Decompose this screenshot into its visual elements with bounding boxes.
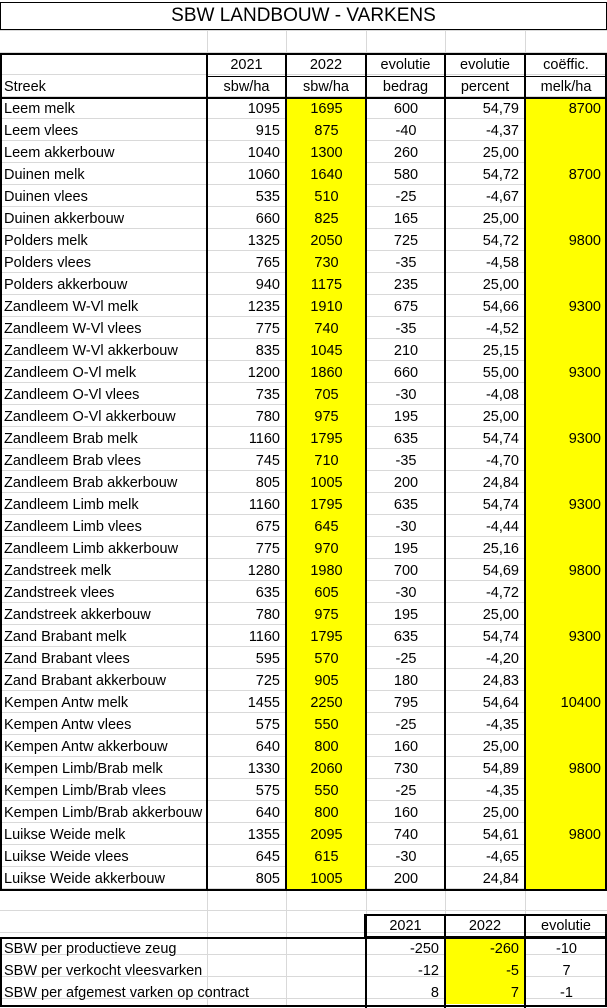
table-cell[interactable]: 210 [393, 343, 419, 359]
region-label[interactable]: Duinen melk [4, 167, 85, 183]
header-cell: bedrag [382, 79, 429, 95]
column-divider [444, 53, 446, 890]
table-cell[interactable]: 1060 [247, 167, 280, 183]
table-cell[interactable]: 9800 [526, 758, 607, 780]
table-cell[interactable]: 1005 [287, 868, 366, 890]
table-cell[interactable]: 180 [393, 673, 419, 689]
region-label[interactable]: Leem melk [4, 101, 75, 117]
table-cell[interactable]: 1005 [287, 472, 366, 494]
table-cell[interactable]: 780 [255, 409, 280, 425]
table-cell[interactable]: 1980 [287, 560, 366, 582]
region-label[interactable]: Kempen Antw akkerbouw [4, 739, 168, 755]
table-cell[interactable]: 54,74 [482, 431, 519, 447]
table-cell[interactable]: 1640 [287, 164, 366, 186]
table-cell[interactable]: 600 [393, 101, 419, 117]
summary-header-cell: evolutie [541, 918, 591, 934]
header-cell: evolutie [460, 57, 510, 73]
table-cell[interactable]: -40 [395, 123, 417, 139]
region-label[interactable]: Zandleem Limb akkerbouw [4, 541, 179, 557]
table-cell[interactable]: 915 [255, 123, 280, 139]
region-label[interactable]: Kempen Antw vlees [4, 717, 132, 733]
region-label[interactable]: Kempen Limb/Brab akkerbouw [4, 805, 203, 821]
table-cell[interactable]: 54,74 [482, 629, 519, 645]
table-cell[interactable]: -4,35 [485, 717, 519, 733]
table-cell[interactable]: 775 [255, 541, 280, 557]
table-cell[interactable]: 640 [255, 805, 280, 821]
table-cell[interactable]: 510 [287, 186, 366, 208]
summary-cell[interactable]: -12 [418, 963, 439, 979]
table-cell[interactable]: 9300 [526, 362, 607, 384]
table-cell[interactable]: 24,83 [482, 673, 519, 689]
page-title: SBW LANDBOUW - VARKENS [0, 2, 607, 30]
table-cell[interactable]: 8700 [526, 98, 607, 120]
table-cell[interactable]: -4,52 [485, 321, 519, 337]
region-label[interactable]: Polders akkerbouw [4, 277, 128, 293]
table-cell[interactable]: 8700 [526, 164, 607, 186]
table-cell[interactable]: 645 [255, 849, 280, 865]
region-label[interactable]: Zandleem Limb vlees [4, 519, 142, 535]
table-cell[interactable]: 2095 [287, 824, 366, 846]
summary-cell[interactable]: 7 [562, 963, 571, 979]
summary-column-divider [524, 914, 526, 1008]
header-cell: 2021 [230, 57, 263, 73]
table-cell[interactable]: 1355 [247, 827, 280, 843]
table-cell[interactable]: 780 [255, 607, 280, 623]
table-cell[interactable]: 24,84 [482, 475, 519, 491]
table-cell[interactable]: -4,70 [485, 453, 519, 469]
table-cell[interactable]: 9300 [526, 494, 607, 516]
column-divider [206, 53, 208, 890]
table-cell[interactable]: 740 [287, 318, 366, 340]
table-cell[interactable]: 825 [287, 208, 366, 230]
region-label[interactable]: Duinen akkerbouw [4, 211, 125, 227]
region-label[interactable]: Luikse Weide vlees [4, 849, 129, 865]
table-cell[interactable]: 700 [393, 563, 419, 579]
summary-label[interactable]: SBW per productieve zeug [4, 941, 177, 957]
table-cell[interactable]: 975 [287, 604, 366, 626]
table-cell[interactable]: -4,72 [485, 585, 519, 601]
table-cell[interactable]: 805 [255, 871, 280, 887]
summary-column-divider [365, 914, 367, 1008]
table-cell[interactable]: 25,00 [482, 607, 519, 623]
region-label[interactable]: Zandleem W-Vl melk [4, 299, 139, 315]
region-label[interactable]: Duinen vlees [4, 189, 88, 205]
header-cell: coëffic. [543, 57, 589, 73]
summary-header-cell: 2021 [389, 918, 422, 934]
table-cell[interactable]: 940 [255, 277, 280, 293]
summary-cell[interactable]: -260 [446, 938, 525, 960]
column-divider [524, 53, 526, 890]
table-cell[interactable]: 9300 [526, 296, 607, 318]
table-cell[interactable]: 550 [287, 714, 366, 736]
table-cell[interactable]: 200 [393, 871, 419, 887]
table-cell[interactable]: 54,69 [482, 563, 519, 579]
table-cell[interactable]: 1280 [247, 563, 280, 579]
region-label[interactable]: Kempen Antw melk [4, 695, 129, 711]
gridline [0, 30, 607, 31]
header-cell: Streek [4, 79, 46, 95]
header-cell: evolutie [380, 57, 431, 73]
table-cell[interactable]: 165 [393, 211, 419, 227]
table-cell[interactable]: 1040 [247, 145, 280, 161]
table-cell[interactable]: 660 [255, 211, 280, 227]
table-cell[interactable]: 635 [393, 497, 419, 513]
summary-label[interactable]: SBW per verkocht vleesvarken [4, 963, 203, 979]
table-cell[interactable]: 705 [287, 384, 366, 406]
table-cell[interactable]: 1160 [248, 431, 280, 447]
table-cell[interactable]: 25,00 [482, 409, 519, 425]
summary-label[interactable]: SBW per afgemest varken op contract [4, 985, 249, 1001]
table-cell[interactable]: 1095 [247, 101, 280, 117]
table-cell[interactable]: -4,35 [485, 783, 519, 799]
table-cell[interactable]: 725 [255, 673, 280, 689]
table-cell[interactable]: -4,44 [485, 519, 519, 535]
table-cell[interactable]: 54,72 [482, 233, 519, 249]
table-cell[interactable]: -4,20 [485, 651, 519, 667]
table-cell[interactable]: 55,00 [482, 365, 519, 381]
table-cell[interactable]: -4,58 [485, 255, 519, 271]
region-label[interactable]: Zand Brabant akkerbouw [4, 673, 167, 689]
region-label[interactable]: Zandleem W-Vl akkerbouw [4, 343, 178, 359]
summary-cell[interactable]: 7 [446, 982, 525, 1004]
column-divider [365, 53, 367, 890]
table-cell[interactable]: 580 [393, 167, 419, 183]
table-cell[interactable]: 25,16 [482, 541, 519, 557]
main-table-border [0, 53, 607, 891]
table-cell[interactable]: -4,08 [485, 387, 519, 403]
table-cell[interactable]: 200 [393, 475, 419, 491]
region-label[interactable]: Zandstreek vlees [4, 585, 115, 601]
table-cell[interactable]: -25 [395, 651, 417, 667]
table-cell[interactable]: -4,67 [485, 189, 519, 205]
table-cell[interactable]: 9800 [526, 560, 607, 582]
region-label[interactable]: Zandleem Brab akkerbouw [4, 475, 178, 491]
summary-cell[interactable]: -10 [556, 941, 577, 957]
header-cell: percent [460, 79, 510, 95]
table-cell[interactable]: 645 [287, 516, 366, 538]
table-cell[interactable]: 10400 [526, 692, 607, 714]
table-cell[interactable]: 1455 [247, 695, 280, 711]
table-cell[interactable]: 550 [287, 780, 366, 802]
table-cell[interactable]: 1045 [287, 340, 366, 362]
table-cell[interactable]: 1300 [287, 142, 366, 164]
summary-cell[interactable]: -5 [446, 960, 525, 982]
table-cell[interactable]: 195 [393, 541, 419, 557]
summary-cell[interactable]: 8 [430, 985, 439, 1001]
table-cell[interactable]: 9800 [526, 824, 607, 846]
region-label[interactable]: Polders vlees [4, 255, 92, 271]
region-label[interactable]: Kempen Limb/Brab vlees [4, 783, 166, 799]
table-cell[interactable]: 730 [393, 761, 419, 777]
region-label[interactable]: Leem akkerbouw [4, 145, 115, 161]
header-cell: sbw/ha [303, 79, 349, 95]
table-cell[interactable]: -35 [395, 255, 417, 271]
table-cell[interactable]: 195 [393, 409, 419, 425]
table-cell[interactable]: 740 [393, 827, 419, 843]
table-cell[interactable]: 660 [393, 365, 419, 381]
region-label[interactable]: Zandleem Limb melk [4, 497, 139, 513]
table-cell[interactable]: 260 [393, 145, 419, 161]
table-cell[interactable]: -35 [395, 453, 417, 469]
table-cell[interactable]: 775 [255, 321, 280, 337]
summary-table-border [0, 937, 607, 1007]
table-cell[interactable]: -25 [395, 717, 417, 733]
table-cell[interactable]: -25 [395, 189, 417, 205]
table-cell[interactable]: 835 [255, 343, 280, 359]
region-label[interactable]: Kempen Limb/Brab melk [4, 761, 163, 777]
table-cell[interactable]: 710 [287, 450, 366, 472]
table-cell[interactable]: 795 [393, 695, 419, 711]
summary-cell[interactable]: -1 [560, 985, 573, 1001]
region-label[interactable]: Zandleem O-Vl akkerbouw [4, 409, 176, 425]
header-cell: sbw/ha [223, 79, 270, 95]
table-cell[interactable]: 1200 [247, 365, 280, 381]
table-cell[interactable]: 1795 [287, 428, 366, 450]
region-label[interactable]: Zandleem W-Vl vlees [4, 321, 142, 337]
table-cell[interactable]: 25,00 [482, 145, 519, 161]
table-cell[interactable]: 730 [287, 252, 366, 274]
table-cell[interactable]: 54,66 [482, 299, 519, 315]
region-label[interactable]: Zandstreek akkerbouw [4, 607, 151, 623]
table-cell[interactable]: 575 [255, 783, 280, 799]
table-cell[interactable]: 675 [255, 519, 280, 535]
region-label[interactable]: Zandstreek melk [4, 563, 112, 579]
table-cell[interactable]: 635 [393, 629, 419, 645]
region-label[interactable]: Zandleem Brab vlees [4, 453, 142, 469]
table-cell[interactable]: -30 [395, 585, 417, 601]
table-cell[interactable]: 2060 [287, 758, 366, 780]
table-cell[interactable]: -35 [395, 321, 417, 337]
table-cell[interactable]: 25,00 [482, 211, 519, 227]
header-cell: 2022 [309, 57, 343, 73]
table-cell[interactable]: 535 [255, 189, 280, 205]
table-cell[interactable]: 25,00 [482, 277, 519, 293]
table-cell[interactable]: 1910 [287, 296, 366, 318]
table-cell[interactable]: 9300 [526, 626, 607, 648]
table-cell[interactable]: 54,61 [482, 827, 519, 843]
header-divider [0, 97, 607, 99]
region-label[interactable]: Luikse Weide akkerbouw [4, 871, 165, 887]
table-cell[interactable]: 735 [255, 387, 280, 403]
table-cell[interactable]: 635 [393, 431, 419, 447]
table-cell[interactable]: 54,89 [482, 761, 519, 777]
table-cell[interactable]: 1695 [287, 98, 366, 120]
region-label[interactable]: Zand Brabant vlees [4, 651, 130, 667]
table-cell[interactable]: 905 [287, 670, 366, 692]
summary-column-divider [444, 914, 446, 1008]
summary-header-cell: 2022 [468, 918, 502, 934]
table-cell[interactable]: 160 [393, 805, 419, 821]
table-cell[interactable]: 595 [255, 651, 280, 667]
table-cell[interactable]: 605 [287, 582, 366, 604]
table-cell[interactable]: 54,74 [482, 497, 519, 513]
region-label[interactable]: Zandleem Brab melk [4, 431, 138, 447]
table-cell[interactable]: 1795 [287, 626, 366, 648]
table-cell[interactable]: 25,15 [482, 343, 519, 359]
gridline [0, 910, 607, 911]
header-subdivider [207, 76, 607, 77]
table-cell[interactable]: 2250 [287, 692, 366, 714]
table-cell[interactable]: 1860 [287, 362, 366, 384]
region-label[interactable]: Zandleem O-Vl melk [4, 365, 137, 381]
table-cell[interactable]: 54,72 [482, 167, 519, 183]
region-label[interactable]: Zandleem O-Vl vlees [4, 387, 140, 403]
table-cell[interactable]: -30 [395, 387, 417, 403]
region-label[interactable]: Zand Brabant melk [4, 629, 127, 645]
table-cell[interactable]: 575 [255, 717, 280, 733]
table-cell[interactable]: 975 [287, 406, 366, 428]
region-label[interactable]: Polders melk [4, 233, 88, 249]
table-cell[interactable]: 235 [393, 277, 419, 293]
summary-header-border [364, 914, 607, 938]
table-cell[interactable]: 9300 [526, 428, 607, 450]
table-cell[interactable]: 635 [255, 585, 280, 601]
table-cell[interactable]: 570 [287, 648, 366, 670]
table-cell[interactable]: 195 [393, 607, 419, 623]
table-cell[interactable]: 2050 [287, 230, 366, 252]
region-label[interactable]: Leem vlees [4, 123, 79, 139]
table-cell[interactable]: -4,37 [485, 123, 519, 139]
column-divider [285, 53, 287, 890]
table-cell[interactable]: 1795 [287, 494, 366, 516]
summary-cell[interactable]: -250 [409, 941, 439, 957]
table-cell[interactable]: 54,79 [482, 101, 519, 117]
table-cell[interactable]: 875 [287, 120, 366, 142]
table-cell[interactable]: 615 [287, 846, 366, 868]
table-cell[interactable]: 1160 [248, 497, 280, 513]
table-cell[interactable]: 745 [255, 453, 280, 469]
table-cell[interactable]: 805 [255, 475, 280, 491]
table-cell[interactable]: 970 [287, 538, 366, 560]
table-cell[interactable]: 800 [287, 802, 366, 824]
table-cell[interactable]: 1330 [247, 761, 280, 777]
region-label[interactable]: Luikse Weide melk [4, 827, 126, 843]
table-cell[interactable]: 1175 [287, 274, 366, 296]
table-cell[interactable]: -4,65 [485, 849, 519, 865]
table-cell[interactable]: 800 [287, 736, 366, 758]
table-cell[interactable]: 640 [255, 739, 280, 755]
table-cell[interactable]: 9800 [526, 230, 607, 252]
table-cell[interactable]: 1235 [247, 299, 280, 315]
table-cell[interactable]: 160 [393, 739, 419, 755]
table-cell[interactable]: 765 [255, 255, 280, 271]
table-cell[interactable]: 675 [393, 299, 419, 315]
table-cell[interactable]: -25 [395, 783, 417, 799]
table-cell[interactable]: 24,84 [482, 871, 519, 887]
table-cell[interactable]: -30 [395, 519, 417, 535]
table-cell[interactable]: 25,00 [482, 805, 519, 821]
header-cell: melk/ha [540, 79, 592, 95]
table-cell[interactable]: 725 [393, 233, 419, 249]
table-cell[interactable]: 54,64 [482, 695, 519, 711]
table-cell[interactable]: 1325 [247, 233, 280, 249]
table-cell[interactable]: 1160 [248, 629, 280, 645]
table-cell[interactable]: 25,00 [482, 739, 519, 755]
table-cell[interactable]: -30 [395, 849, 417, 865]
